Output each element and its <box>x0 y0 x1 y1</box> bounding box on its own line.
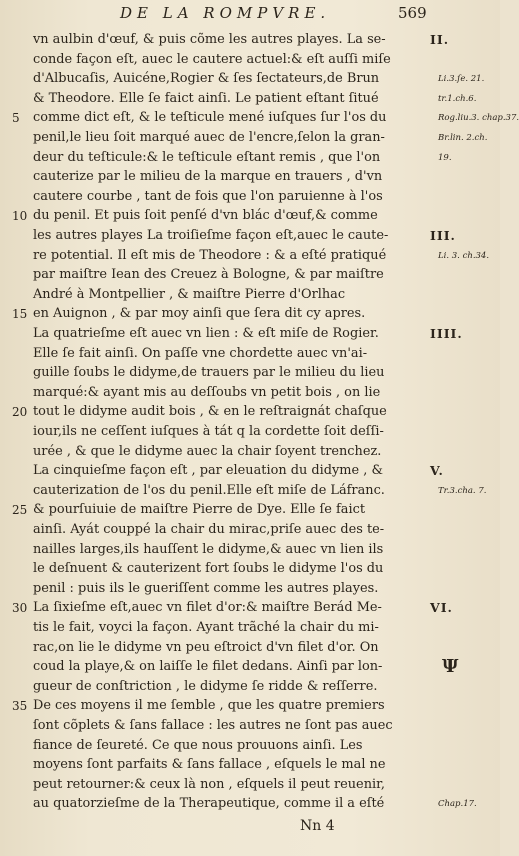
line-text: d'Albucaſis, Auicéne,Rogier & ſes ſectateurs,de Brun <box>33 71 380 87</box>
line-text: La ſixieſme eſt,auec vn filet d'or:& maiſtre Berád Me- <box>33 600 382 616</box>
text-line <box>0 461 500 481</box>
line-text: tout le didyme audit bois , & en le reſtraignát chaſque <box>33 404 387 420</box>
text-line <box>0 402 500 422</box>
line-text: vn aulbin d'œuf, & puis cõme les autres playes. La se- <box>33 32 386 47</box>
line-text: par maiſtre Iean des Creuez à Bologne, & par maiſtre <box>33 267 384 283</box>
section-numeral: IIII. <box>430 326 463 341</box>
line-text: penil,le lieu ſoit marqué auec de l'encre,ſelon la gran- <box>33 130 385 145</box>
text-line <box>0 167 500 187</box>
text-line <box>0 736 500 756</box>
margin-note: tr.1.ch.6. <box>438 93 477 104</box>
line-number: 35 <box>12 699 28 714</box>
line-text: La quatrieſme eſt auec vn lien : & eſt miſe de Rogier. <box>33 326 379 341</box>
line-text: fiance de ſeureté. Ce que nous prouuons ainſi. Les <box>33 737 363 753</box>
line-text: & pourſuiuie de maiſtre Pierre de Dye. Elle ſe faict <box>33 502 365 518</box>
line-text: deur du teſticule:& le teſticule eſtant remis , que l'on <box>33 149 381 165</box>
text-line <box>0 148 500 168</box>
text-line <box>0 50 500 70</box>
line-text: ainſi. Ayát couppé la chair du mirac,priſe auec des te- <box>33 522 385 537</box>
line-text: moyens ſont parfaits & ſans fallace , eſquels le mal ne <box>33 757 386 773</box>
signature-mark: Nn 4 <box>300 818 335 834</box>
line-text: & Theodore. Elle ſe faict ainſi. Le patient eſtant ſitué <box>33 90 379 106</box>
line-text: marqué:& ayant mis au deſſoubs vn petit bois , on lie <box>33 384 381 400</box>
margin-note: 19. <box>438 152 452 163</box>
text-line <box>0 383 500 403</box>
text-line <box>0 618 500 638</box>
text-line <box>0 422 500 442</box>
margin-note: Tr.3.cha. 7. <box>438 485 487 496</box>
text-line <box>0 775 500 795</box>
margin-note: Br.lin. 2.ch. <box>438 133 488 143</box>
text-line <box>0 442 500 462</box>
text-line <box>0 696 500 716</box>
margin-note: Li.3.ſe. 21. <box>438 74 485 85</box>
text-line <box>0 285 500 305</box>
margin-note: Chap.17. <box>438 799 477 810</box>
text-line <box>0 265 500 285</box>
line-number: 5 <box>12 111 20 126</box>
section-numeral: V. <box>430 463 444 479</box>
line-text: rac,on lie le didyme vn peu eſtroict d'vn filet d'or. On <box>33 639 379 655</box>
line-text: cauterization de l'os du penil.Elle eſt miſe de Láfranc. <box>33 482 385 498</box>
text-line <box>0 500 500 520</box>
text-line <box>0 246 500 266</box>
text-line <box>0 481 500 501</box>
margin-note: Li. 3. ch.34. <box>438 250 490 261</box>
line-text: peut retourner:& ceux là non , eſquels il peut reuenir, <box>33 776 385 792</box>
text-line <box>0 520 500 540</box>
text-line <box>0 304 500 324</box>
page-footer <box>0 818 500 840</box>
line-text: iour,ils ne ceſſent iuſques à tát q la cordette ſoit deſſi- <box>33 424 384 439</box>
line-text: cauterize par le milieu de la marque en trauers , d'vn <box>33 169 383 185</box>
line-text: nailles larges,ils hauſſent le didyme,& auec vn lien ils <box>33 541 384 557</box>
line-text: Elle ſe fait ainſi. On paſſe vne chordette auec vn'ai- <box>33 345 368 361</box>
text-line <box>0 108 519 128</box>
text-line <box>0 638 500 658</box>
line-text: re potential. Il eſt mis de Theodore : & a eſté pratiqué <box>33 247 387 263</box>
text-line <box>0 324 500 344</box>
line-text: ſont cõplets & ſans fallace : les autres ne ſont pas auec <box>33 718 393 733</box>
section-numeral: II. <box>430 32 450 47</box>
margin-note: Rog.liu.3. chap.37. <box>438 113 519 124</box>
text-line <box>0 187 500 207</box>
text-line <box>0 206 500 226</box>
line-text: guille ſoubs le didyme,de trauers par le milieu du lieu <box>33 365 385 381</box>
line-number: 30 <box>12 601 28 616</box>
text-line <box>0 716 500 736</box>
text-line <box>0 794 500 814</box>
text-line <box>0 226 500 246</box>
text-line <box>0 677 500 697</box>
section-numeral: VI. <box>430 600 453 616</box>
line-number: 10 <box>12 209 28 224</box>
line-number: 25 <box>12 503 28 518</box>
page-number: 569 <box>398 4 427 22</box>
line-text: les autres playes La troiſieſme façon eſt,auec le caute- <box>33 228 389 243</box>
line-text: André à Montpellier , & maiſtre Pierre d'Orlhac <box>33 286 346 302</box>
line-text: La cinquieſme façon eſt , par eleuation du didyme , & <box>33 463 383 479</box>
text-line <box>0 344 500 364</box>
text-line <box>0 540 500 560</box>
line-text: le deſnuent & cauterizent fort ſoubs le didyme l'os du <box>33 561 384 577</box>
line-text: gueur de conſtriction , le didyme ſe ridde & reſſerre. <box>33 678 378 694</box>
line-text: urée , & que le didyme auec la chair ſoyent trenchez. <box>33 443 382 459</box>
line-text: coud la playe,& on laiſſe le filet dedans. Ainſi par lon- <box>33 659 383 675</box>
text-line <box>0 755 500 775</box>
line-text: du penil. Et puis ſoit penſé d'vn blác d'œuf,& comme <box>33 208 378 224</box>
text-line <box>0 69 500 89</box>
running-head: DE LA ROMPVRE. <box>120 4 331 22</box>
text-line <box>0 128 500 148</box>
text-line <box>0 30 500 50</box>
line-text: comme dict eſt, & le teſticule mené iuſques ſur l'os du <box>33 110 387 126</box>
line-text: en Auignon , & par moy ainſi que ſera dit cy apres. <box>33 306 366 322</box>
margin-glyph: Ψ <box>442 656 459 678</box>
line-text: cautere courbe , tant de fois que l'on paruienne à l'os <box>33 188 383 204</box>
section-numeral: III. <box>430 228 456 243</box>
line-number: 15 <box>12 307 28 322</box>
line-text: De ces moyens il me ſemble , que les quatre premiers <box>33 698 385 714</box>
line-text: au quatorzieſme de la Therapeutique, comme il a eſté <box>33 796 385 812</box>
page-header <box>0 4 500 26</box>
text-line <box>0 89 500 109</box>
text-line <box>0 579 500 599</box>
text-line <box>0 657 500 677</box>
text-line <box>0 363 500 383</box>
line-text: conde façon eſt, auec le cautere actuel:& eſt auſſi miſe <box>33 51 391 67</box>
line-text: tis le fait, voyci la façon. Ayant trãché la chair du mi- <box>33 620 379 635</box>
line-text: penil : puis ils le gueriſſent comme les autres playes. <box>33 580 379 596</box>
text-line <box>0 598 500 618</box>
line-number: 20 <box>12 405 28 420</box>
text-line <box>0 559 500 579</box>
